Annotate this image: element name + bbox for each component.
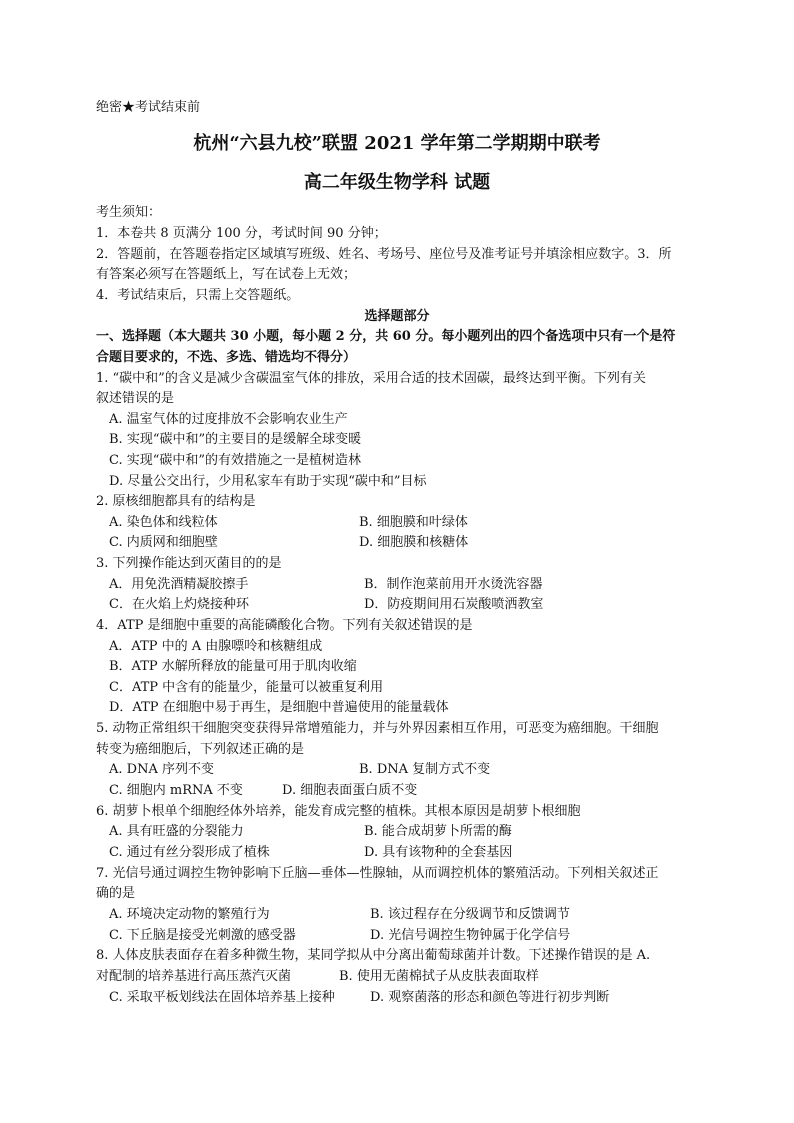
notice-line: 2．答题前，在答题卷指定区域填写班级、姓名、考场号、座位号及准考证号并填涂相应数字。3．所: [96, 247, 672, 262]
answer-option: A. 温室气体的过度排放不会影响农业生产: [109, 412, 348, 427]
answer-option: B. DNA 复制方式不变: [359, 762, 491, 777]
question-stem: 叙述错误的是: [96, 391, 175, 406]
answer-option: D. 观察菌落的形态和颜色等进行初步判断: [370, 990, 610, 1005]
notice-line: 4．考试结束后，只需上交答题纸。: [96, 288, 300, 303]
question-stem: 8. 人体皮肤表面存在着多种微生物，某同学拟从中分离出葡萄球菌并计数。下述操作错误的是 A.: [96, 948, 651, 963]
answer-option: C. 下丘脑是接受光刺激的感受器: [109, 928, 296, 943]
question-stem: 转变为癌细胞后，下列叙述正确的是: [96, 742, 305, 757]
question-stem: 3. 下列操作能达到灭菌目的的是: [96, 556, 282, 571]
answer-option: B．ATP 水解所释放的能量可用于肌肉收缩: [109, 659, 357, 674]
question-stem: 4．ATP 是细胞中重要的高能磷酸化合物。下列有关叙述错误的是: [96, 618, 473, 633]
answer-option: A．用免洗酒精凝胶擦手: [109, 577, 249, 592]
answer-option: C. 内质网和细胞壁: [109, 535, 218, 550]
section-heading: 一、选择题（本大题共 30 小题，每小题 2 分，共 60 分。每小题列出的四个备选项中只有一个是符: [96, 329, 676, 344]
answer-option: B．制作泡菜前用开水烫洗容器: [364, 577, 543, 592]
answer-option: C. 通过有丝分裂形成了植株: [109, 845, 270, 860]
answer-option: D. 细胞表面蛋白质不变: [282, 783, 418, 798]
answer-option: C. 细胞内 mRNA 不变: [109, 783, 243, 798]
answer-option: D. 尽量公交出行，少用私家车有助于实现“碳中和”目标: [109, 474, 427, 489]
answer-option: D．ATP 在细胞中易于再生，是细胞中普遍使用的能量载体: [109, 700, 449, 715]
answer-option: A. 具有旺盛的分裂能力: [109, 824, 244, 839]
exam-title: 杭州“六县九校”联盟 2021 学年第二学期期中联考: [193, 133, 601, 154]
answer-option: B. 使用无菌棉拭子从皮肤表面取样: [339, 969, 539, 984]
answer-option: A. 环境决定动物的繁殖行为: [109, 907, 270, 922]
answer-option: D. 光信号调控生物钟属于化学信号: [370, 928, 571, 943]
answer-option: C. 实现“碳中和”的有效措施之一是植树造林: [109, 453, 362, 468]
answer-option: D．防疫期间用石炭酸喷洒教室: [364, 597, 544, 612]
answer-option: B. 实现“碳中和”的主要目的是缓解全球变暖: [109, 432, 362, 447]
question-stem: 6. 胡萝卜根单个细胞经体外培养，能发育成完整的植株。其根本原因是胡萝卜根细胞: [96, 804, 581, 819]
confidential-label: 绝密★考试结束前: [96, 100, 201, 115]
section-heading: 合题目要求的，不选、多选、错选均不得分）: [96, 350, 357, 365]
answer-option: A. 染色体和线粒体: [109, 515, 218, 530]
answer-option: C．ATP 中含有的能量少，能量可以被重复利用: [109, 680, 384, 695]
answer-option: B. 细胞膜和叶绿体: [359, 515, 468, 530]
answer-option: D. 细胞膜和核糖体: [359, 535, 469, 550]
answer-option: C. 采取平板划线法在固体培养基上接种: [109, 990, 335, 1005]
answer-option: 对配制的培养基进行高压蒸汽灭菌: [96, 969, 292, 984]
question-stem: 确的是: [96, 886, 136, 901]
answer-option: A. DNA 序列不变: [109, 762, 214, 777]
answer-option: A．ATP 中的 A 由腺嘌呤和核糖组成: [109, 639, 323, 654]
answer-option: B. 能合成胡萝卜所需的酶: [364, 824, 512, 839]
answer-option: D. 具有该物种的全套基因: [364, 845, 513, 860]
answer-option: B. 该过程存在分级调节和反馈调节: [370, 907, 570, 922]
notice-line: 有答案必须写在答题纸上，写在试卷上无效；: [96, 267, 357, 282]
notice-line: 1．本卷共 8 页满分 100 分，考试时间 90 分钟；: [96, 226, 387, 241]
question-stem: 5. 动物正常组织干细胞突变获得异常增殖能力，并与外界因素相互作用，可恶变为癌细胞。干细胞: [96, 721, 659, 736]
question-stem: 2. 原核细胞都具有的结构是: [96, 494, 256, 509]
exam-subtitle: 高二年级生物学科 试题: [303, 172, 491, 193]
question-stem: 1. “碳中和”的含义是减少含碳温室气体的排放，采用合适的技术固碳，最终达到平衡。下列有关: [96, 371, 646, 386]
notice-heading: 考生须知：: [96, 205, 162, 220]
section-part-title: 选择题部分: [364, 309, 430, 324]
question-stem: 7. 光信号通过调控生物钟影响下丘脑—垂体—性腺轴，从而调控机体的繁殖活动。下列相关叙述正: [96, 866, 659, 881]
answer-option: C．在火焰上灼烧接种环: [109, 597, 249, 612]
